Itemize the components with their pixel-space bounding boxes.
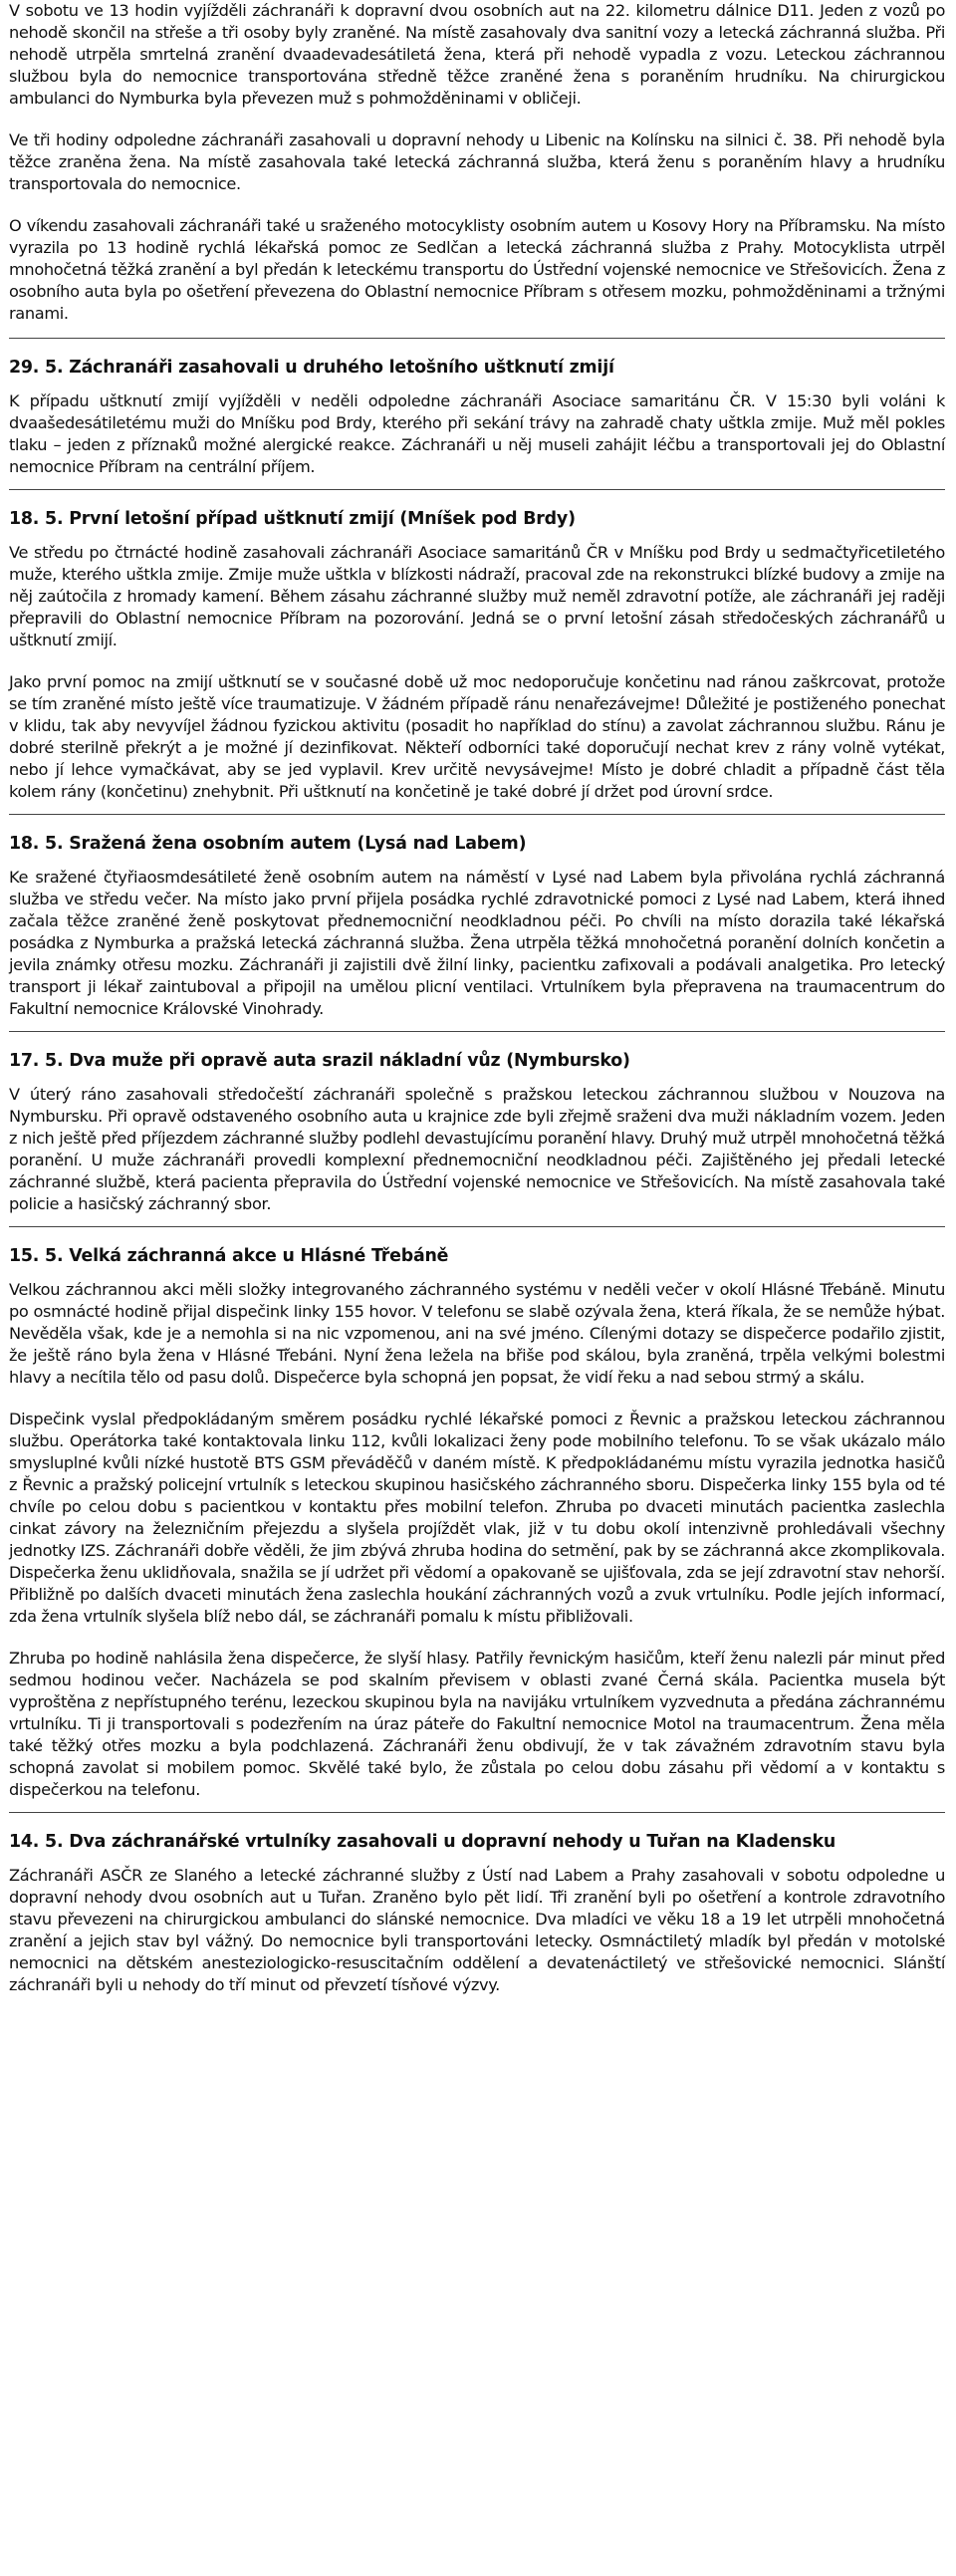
article-heading: 14. 5. Dva záchranářské vrtulníky zasahovali u dopravní nehody u Tuřan na Kladensku	[9, 1832, 836, 1852]
article-snake-bite-mnisek-1	[9, 508, 945, 803]
divider	[9, 338, 945, 339]
article-paragraph: Dispečink vyslal předpokládaným směrem posádku rychlé lékařské pomoci z Řevnic a pražskou leteckou záchrannou službu. Operátorka také kontaktovala linku 112, kvůli lokalizaci ženy pode mobilního telefonu. To se však ukázalo málo smysluplné kvůli nízké hustotě BTS GSM převáděčů v daném místě. K předpokládanému místu vyrazila jednotka hasičů z Řevnic a pražský policejní vrtulník s leteckou skupinou hasičského záchranného sboru. Dispečerka linky 155 byla od té chvíle po celou dobu s pacientkou v kontaktu přes mobilní telefon. Zhruba po dvaceti minutách pacientka zaslechla cinkat závory na železničním přejezdu a slyšela projíždět vlak, již v tu dobu okolí intenzivně prohledávali všechny jednotky IZS. Záchranáři dobře věděli, že jim zbývá zhruba hodina do setmění, pak by se záchranná akce zkomplikovala. Dispečerka ženu uklidňovala, snažila se jí udržet při vědomí a opakovaně se ujišťovala, zda se její zdravotní stav nehorší. Přibližně po dalších dvaceti minutách žena zaslechla houkání záchranných vozů a zvuk vrtulníku. Podle jejích informací, zda žena vrtulník slyšela blíž nebo dál, se záchranáři pomalu k místu přibližovali.	[9, 1410, 945, 1626]
divider	[9, 1812, 945, 1813]
article-paragraph: Záchranáři ASČR ze Slaného a letecké záchranné služby z Ústí nad Labem a Prahy zasahovali v sobotu odpoledne u dopravní nehody dvou osobních aut u Tuřan. Zraněno bylo pět lidí. Tři zranění byli po ošetření a kontrole zdravotního stavu převezeni na chirurgickou ambulanci do slánské nemocnice. Dva mladíci ve věku 18 a 19 let utrpěli mnohočetná zranění a jejich stav byl vážný. Do nemocnice byli transportováni letecky. Osmnáctiletý mladík byl předán v motolské nemocnici na dětském anesteziologicko-resuscitačním oddělení a devatenáctiletý ve střešovické nemocnici. Slánští záchranáři byli u nehody do tří minut od převzetí tísňové výzvy.	[9, 1866, 945, 1994]
divider	[9, 1031, 945, 1032]
article-paragraph: Ve středu po čtrnácté hodině zasahovali záchranáři Asociace samaritánů ČR v Mníšku pod Brdy u sedmačtyřicetiletého muže, kterého uštkla zmije. Zmije muže uštkla v blízkosti nádraží, pracoval zde na rekonstrukci blízké budovy a zmije na něj zaútočila z hromady kamení. Během zásahu záchranné služby muž neměl zdravotní potíže, ale záchranáři jej raději přepravili do Oblastní nemocnice Příbram na pozorování. Jedná se o první letošní zásah středočeských záchranářů u uštknutí zmijí.	[9, 543, 945, 649]
article-paragraph: Jako první pomoc na zmijí uštknutí se v současné době už moc nedoporučuje končetinu nad ránou zaškrcovat, protože se tím zraněné místo ještě více traumatizuje. V žádném případě ránu nenařezávejme! Důležité je postiženého ponechat v klidu, tak aby nevyvíjel žádnou fyzickou aktivitu (posadit ho například do stínu) a zavolat záchrannou službu. Ránu je dobré sterilně překrýt a je možné jí dezinfikovat. Někteří odborníci také doporučují nechat krev z rány volně vytékat, nebo jí lehce vymačkávat, aby se jed vyplavil. Krev určitě nevysávejme! Místo je dobré chladit a případně část těla kolem rány (končetinu) znehybnit. Při uštknutí na končetině je také dobré jí držet pod úrovní srdce.	[9, 672, 945, 801]
article-paragraph: V úterý ráno zasahovali středočeští záchranáři společně s pražskou leteckou záchrannou službou v Nouzova na Nymbursku. Při opravě odstaveného osobního auta u krajnice zde byli zřejmě sraženi dva muži nákladním vozem. Jeden z nich ještě před příjezdem záchranné služby podlehl devastujícímu poranění hlavy. Druhý muž utrpěl mnohočetná těžká poranění. U muže záchranáři provedli komplexní přednemocniční neodkladnou péči. Zajištěného jej předali letecké záchranné službě, která pacienta přepravila do Ústřední vojenské nemocnice ve Střešovicích. Na místě zasahovala také policie a hasičský záchranný sbor.	[9, 1085, 945, 1213]
article-paragraph: Zhruba po hodině nahlásila žena dispečerce, že slyší hlasy. Patřily řevnickým hasičům, kteří ženu nalezli pár minut před sedmou hodinou večer. Nacházela se pod skalním převisem v oblasti zvané Černá skála. Pacientka musela být vyproštěna z nepřístupného terénu, lezeckou skupinou byla na navijáku vrtulníkem vyzvednuta a předána záchrannému vrtulníku. Ti ji transportovali s podezřením na úraz páteře do Fakultní nemocnice Motol na traumacentrum. Žena měla také těžký otřes mozku a byla podchlazená. Záchranáři ženu obdivují, že v tak závažném zdravotním stavu byla schopná zavolat si mobilem pomoc. Skvělé také bylo, že zůstala po celou dobu zásahu při vědomí a v kontaktu s dispečerkou na telefonu.	[9, 1649, 945, 1799]
article-heading: 15. 5. Velká záchranná akce u Hlásné Třebáně	[9, 1246, 449, 1266]
article-paragraph: Velkou záchrannou akci měli složky integrovaného záchranného systému v neděli večer v okolí Hlásné Třebáně. Minutu po osmnácté hodině přijal dispečink linky 155 hovor. V telefonu se slabě ozývala žena, která říkala, že se nemůže hýbat. Nevěděla však, kde je a nemohla si na nic vzpomenou, ani na své jméno. Cílenými dotazy se dispečerce podařilo zjistit, že ještě ráno byla žena v Hlásné Třebáni. Nyní žena ležela na břiše pod skálou, byla zraněná, trpěla velkými bolestmi hlavy a necítila tělo od pasu dolů. Dispečerce byla schopná jen popsat, že vidí řeku a nad sebou strmý a skálu.	[9, 1280, 945, 1387]
article-paragraph: Ke sražené čtyřiaosmdesátileté ženě osobním autem na náměstí v Lysé nad Labem byla přivolána rychlá záchranná služba ve středu večer. Na místo jako první přijela posádka rychlé zdravotnické pomoci z Lysé nad Labem, která ihned začala těžce zraněné ženě poskytovat přednemocniční neodkladnou péči. Po chvíli na místo dorazila také lékařská posádka z Nymburka a pražská letecká záchranná služba. Žena utrpěla těžká mnohočetná poranění dolních končetin a jevila známky otřesu mozku. Záchranáři ji zajistili dvě žilní linky, pacientku zafixovali a podávali analgetika. Pro letecký transport ji lékař zaintuboval a připojil na umělou plicní ventilaci. Vrtulníkem byla přepravena na traumacentrum do Fakultní nemocnice Královské Vinohrady.	[9, 868, 945, 1018]
article-nymbursko	[9, 1050, 945, 1215]
article-paragraph: K případu uštknutí zmijí vyjížděli v neděli odpoledne záchranáři Asociace samaritánu ČR. V 15:30 byli voláni k dvaašedesátiletému muži do Mníšku pod Brdy, kterého při sekání trávy na zahradě chaty uštkla zmije. Muž měl pokles tlaku – jeden z příznaků možné alergické reakce. Záchranáři u něj museli zahájit léčbu a transportovali jej do Oblastní nemocnice Příbram na centrální příjem.	[9, 391, 945, 476]
intro-paragraph-1: V sobotu ve 13 hodin vyjížděli záchranáři k dopravní dvou osobních aut na 22. kilometru dálnice D11. Jeden z vozů po nehodě skončil na střeše a tři osoby byly zraněné. Na místě zasahovaly dva sanitní vozy a letecká záchranná služba. Při nehodě utrpěla smrtelná zranění dvaadevadesátiletá žena, která při nehodě vypadla z vozu. Leteckou záchrannou službou byla do nemocnice transportována středně těžce zraněné žena s poraněním hrudníku. Na chirurgickou ambulanci do Nymburka byla převezen muž s pohmožděninami v obličeji.	[9, 1, 945, 108]
intro-paragraph-3: O víkendu zasahovali záchranáři také u sraženého motocyklisty osobním autem u Kosovy Hory na Příbramsku. Na místo vyrazila po 13 hodině rychlá lékařská pomoc ze Sedlčan a letecká záchranná služba z Prahy. Motocyklista utrpěl mnohočetná těžká zranění a byl předán k leteckému transportu do Ústřední vojenské nemocnice ve Střešovicích. Žena z osobního auta byla po ošetření převezena do Oblastní nemocnice Příbram s otřesem mozku, pohmožděninami a tržnými ranami.	[9, 216, 945, 323]
article-hlasna-treban	[9, 1245, 945, 1801]
article-turany	[9, 1831, 945, 1996]
intro-section	[9, 0, 945, 325]
article-lysa-nad-labem	[9, 833, 945, 1020]
divider	[9, 1226, 945, 1227]
article-heading: 18. 5. Sražená žena osobním autem (Lysá nad Labem)	[9, 834, 527, 854]
article-heading: 17. 5. Dva muže při opravě auta srazil nákladní vůz (Nymbursko)	[9, 1051, 630, 1071]
article-snake-bite-mnisek-2	[9, 357, 945, 478]
document-page	[9, 0, 945, 1996]
article-heading: 29. 5. Záchranáři zasahovali u druhého letošního uštknutí zmijí	[9, 358, 614, 378]
article-heading: 18. 5. První letošní případ uštknutí zmijí (Mníšek pod Brdy)	[9, 509, 576, 529]
divider	[9, 814, 945, 815]
divider	[9, 489, 945, 490]
intro-paragraph-2: Ve tři hodiny odpoledne záchranáři zasahovali u dopravní nehody u Libenic na Kolínsku na silnici č. 38. Při nehodě byla těžce zraněna žena. Na místě zasahovala také letecká záchranná služba, která ženu s poraněním hlavy a hrudníku transportovala do nemocnice.	[9, 130, 945, 193]
